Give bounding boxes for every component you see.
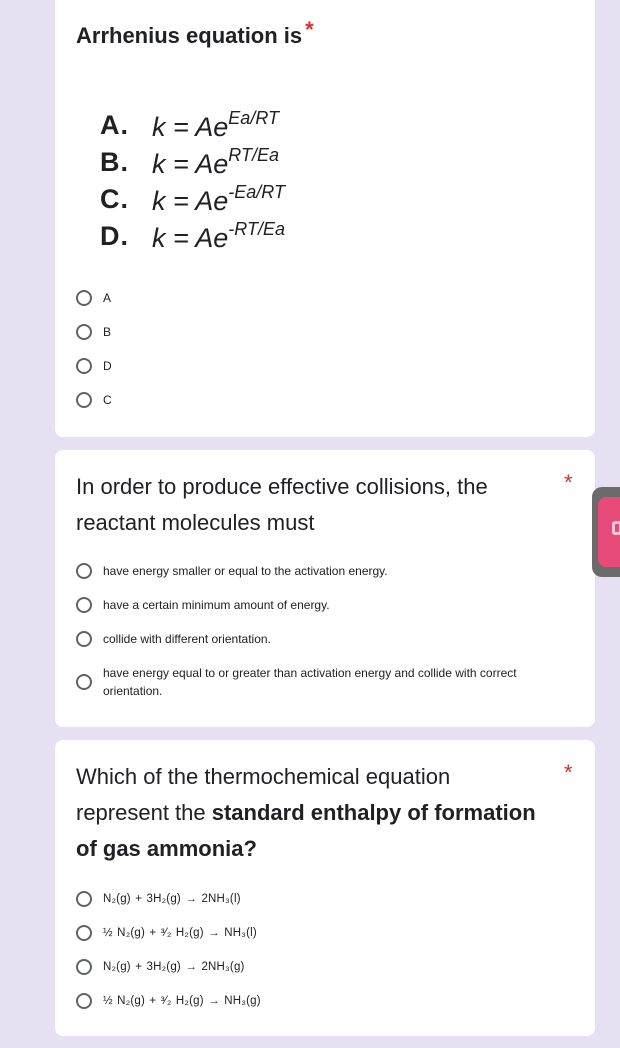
floating-side-widget[interactable] bbox=[592, 487, 620, 577]
equation-base: k = Ae bbox=[152, 112, 229, 142]
equation-letter: B. bbox=[100, 147, 129, 177]
option-c[interactable] bbox=[76, 391, 112, 409]
option-a[interactable] bbox=[76, 289, 111, 307]
question-card-arrhenius bbox=[55, 0, 595, 437]
required-asterisk: * bbox=[564, 760, 573, 785]
equation-exponent: -Ea/RT bbox=[228, 182, 285, 202]
option-label: ½ N₂(g) + ³⁄₂ H₂(g) → NH₃(l) bbox=[103, 927, 257, 939]
option-label: N₂(g) + 3H₂(g) → 2NH₃(g) bbox=[103, 961, 245, 973]
option-label: B bbox=[103, 325, 112, 339]
option-label: A bbox=[103, 291, 112, 305]
title-bold-text: standard enthalpy of formation bbox=[211, 800, 536, 825]
radio-button[interactable] bbox=[76, 959, 92, 975]
equation-exponent: RT/Ea bbox=[228, 145, 279, 165]
equation-formula bbox=[152, 221, 285, 254]
question-title-line: Which of the thermochemical equation bbox=[76, 764, 451, 789]
question-title-line bbox=[76, 795, 536, 831]
question-title bbox=[76, 18, 314, 54]
equation-a bbox=[100, 110, 285, 147]
equation-d bbox=[100, 221, 285, 258]
question-card-collisions bbox=[55, 450, 595, 727]
option-3[interactable] bbox=[76, 630, 271, 648]
equation-letter: A. bbox=[100, 110, 129, 140]
equation-letter: D. bbox=[100, 221, 129, 251]
option-label: have a certain minimum amount of energy. bbox=[103, 598, 330, 612]
radio-button[interactable] bbox=[76, 392, 92, 408]
side-widget-button[interactable] bbox=[598, 497, 620, 567]
radio-button[interactable] bbox=[76, 563, 92, 579]
equation-list bbox=[100, 110, 285, 258]
option-label: have energy smaller or equal to the activation energy. bbox=[103, 564, 388, 578]
radio-button[interactable] bbox=[76, 324, 92, 340]
option-1[interactable] bbox=[76, 890, 241, 908]
equation-base: k = Ae bbox=[152, 223, 229, 253]
option-1[interactable] bbox=[76, 562, 388, 580]
hourglass-icon bbox=[612, 521, 620, 535]
title-plain-text: represent the bbox=[76, 800, 212, 825]
option-label: C bbox=[103, 393, 112, 407]
radio-button[interactable] bbox=[76, 358, 92, 374]
option-label: D bbox=[103, 359, 112, 373]
equation-base: k = Ae bbox=[152, 186, 229, 216]
option-label: ½ N₂(g) + ³⁄₂ H₂(g) → NH₃(g) bbox=[103, 995, 261, 1007]
equation-formula bbox=[152, 147, 279, 180]
equation-c bbox=[100, 184, 285, 221]
required-asterisk: * bbox=[305, 17, 314, 42]
equation-base: k = Ae bbox=[152, 149, 229, 179]
question-title bbox=[76, 469, 488, 541]
question-title-text: Arrhenius equation is bbox=[76, 23, 303, 48]
question-title-line: of gas ammonia? bbox=[76, 836, 257, 861]
equation-b bbox=[100, 147, 285, 184]
required-asterisk: * bbox=[564, 470, 573, 495]
equation-exponent: -RT/Ea bbox=[228, 219, 285, 239]
option-label: N₂(g) + 3H₂(g) → 2NH₃(l) bbox=[103, 893, 241, 905]
equation-exponent: Ea/RT bbox=[228, 108, 279, 128]
radio-button[interactable] bbox=[76, 631, 92, 647]
option-4[interactable] bbox=[76, 664, 536, 700]
question-title bbox=[76, 759, 536, 867]
radio-button[interactable] bbox=[76, 674, 92, 690]
question-title-line: reactant molecules must bbox=[76, 510, 315, 535]
radio-button[interactable] bbox=[76, 925, 92, 941]
question-card-ammonia bbox=[55, 740, 595, 1036]
radio-button[interactable] bbox=[76, 993, 92, 1009]
option-2[interactable] bbox=[76, 596, 330, 614]
option-4[interactable] bbox=[76, 992, 261, 1010]
equation-letter: C. bbox=[100, 184, 129, 214]
option-b[interactable] bbox=[76, 323, 111, 341]
option-d[interactable] bbox=[76, 357, 112, 375]
radio-button[interactable] bbox=[76, 891, 92, 907]
option-2[interactable] bbox=[76, 924, 257, 942]
option-label: have energy equal to or greater than activation energy and collide with correct orientation. bbox=[103, 666, 517, 698]
option-label: collide with different orientation. bbox=[103, 632, 271, 646]
equation-formula bbox=[152, 110, 279, 143]
equation-formula bbox=[152, 184, 285, 217]
radio-button[interactable] bbox=[76, 597, 92, 613]
radio-button[interactable] bbox=[76, 290, 92, 306]
option-3[interactable] bbox=[76, 958, 245, 976]
question-title-line: In order to produce effective collisions, the bbox=[76, 474, 488, 499]
